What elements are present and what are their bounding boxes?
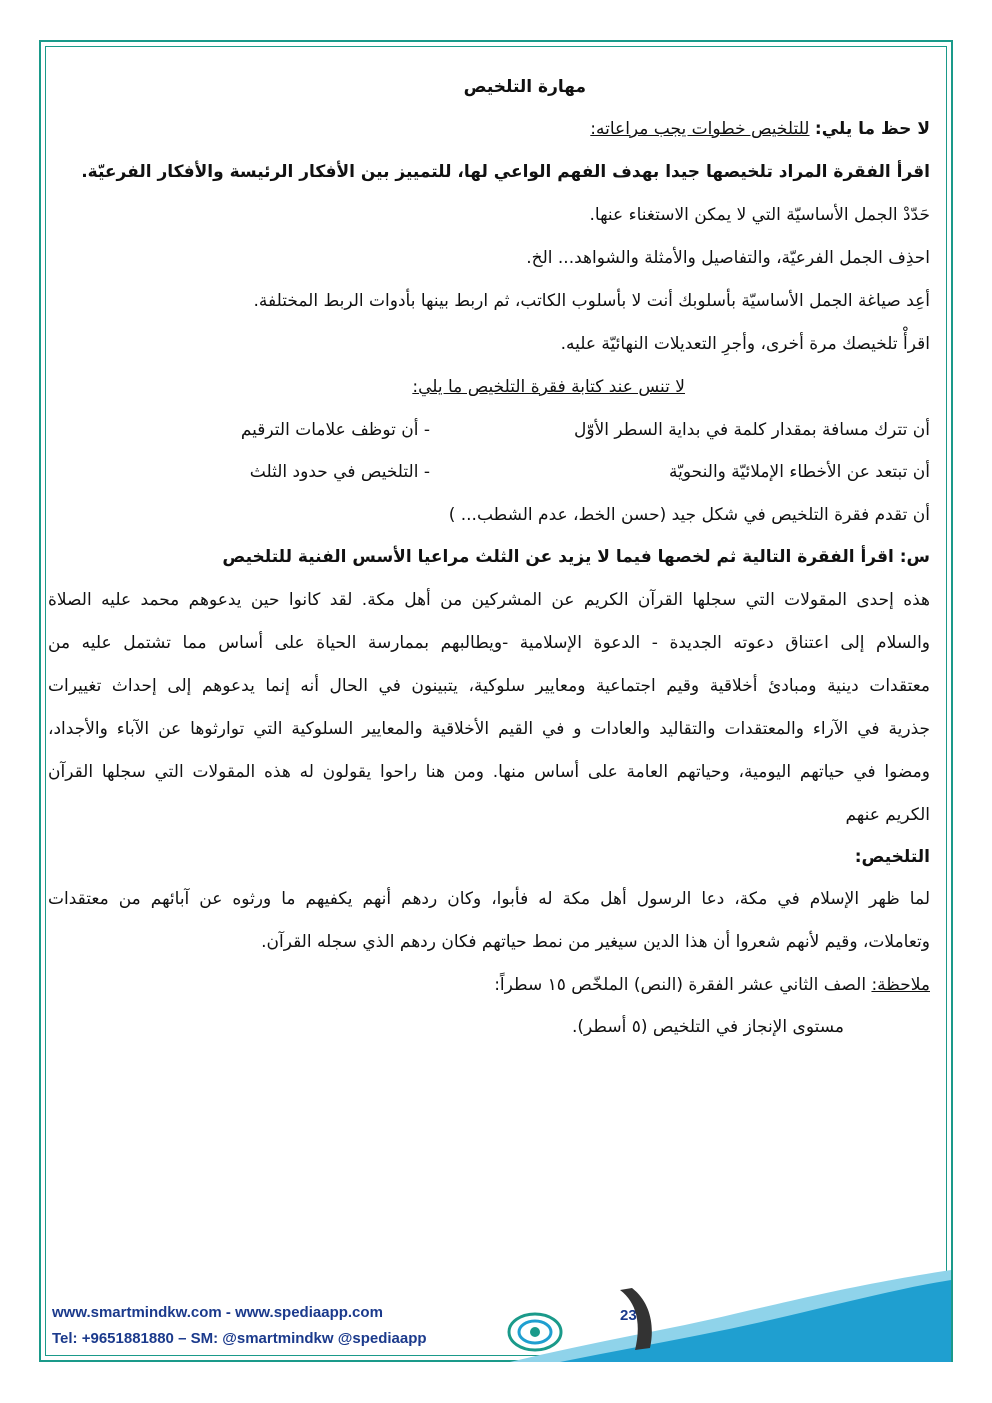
footer-wave-decoration — [500, 1270, 951, 1362]
passage-line-5: ومضوا في حياتهم اليومية، وحياتهم العامة على أساس منها. ومن هنا راحوا يقولون له هذه المقولات التي سجلها القرآن — [48, 762, 930, 782]
passage-line-4: جذرية في الآراء والمعتقدات والتقاليد والعادات و في القيم الأخلاقية والمعايير السلوكية التي توارثوها عن الآباء والأجداد، — [48, 719, 930, 739]
note-text: للتلخيص خطوات يجب مراعاته: — [590, 119, 810, 139]
page-title: مهارة التلخيص — [463, 77, 586, 97]
dont-item-b1: أن تبتعد عن الأخطاء الإملائيّة والنحويّة — [669, 462, 930, 482]
step-3: احذِف الجمل الفرعيّة، والتفاصيل والأمثلة والشواهد... الخ. — [526, 248, 930, 268]
remark-text: الصف الثاني عشر الفقرة (النص) الملخّص ١٥ سطراً: — [494, 975, 872, 995]
page-number: 23 — [620, 1307, 637, 1324]
question: س: اقرأ الفقرة التالية ثم لخصها فيما لا يزيد عن الثلث مراعيا الأسس الفنية للتلخيص — [222, 547, 930, 567]
passage-line-3: معتقدات دينية ومبادئ أخلاقية وقيم اجتماعية ومعايير سلوكية، يتبينون في الحال أنه إنما يدعوهم إلى إحداث تغييرات — [48, 676, 930, 696]
step-4: أعِد صياغة الجمل الأساسيّة بأسلوبك أنت لا بأسلوب الكاتب، ثم اربط بينها بأدوات الربط المختلفة. — [253, 291, 930, 311]
remark-label: ملاحظة: — [871, 975, 930, 995]
passage-line-1: هذه إحدى المقولات التي سجلها القرآن الكريم عن المشركين من أهل مكة. لقد كانوا حين يدعوهم محمد عليه الصلاة — [48, 590, 930, 610]
page-border-inner — [45, 46, 947, 1356]
passage-line-6: الكريم عنهم — [845, 805, 930, 825]
remark-level: مستوى الإنجاز في التلخيص (٥ أسطر). — [571, 1017, 844, 1037]
dont-item-a2: - أن توظف علامات الترقيم — [240, 420, 430, 440]
step-1: اقرأ الفقرة المراد تلخيصها جيدا بهدف الفهم الواعي لها، للتمييز بين الأفكار الرئيسة والأفكار الفرعيّة. — [81, 162, 930, 182]
dont-item-b2: - التلخيص في حدود الثلث — [249, 462, 430, 482]
step-5: اقرأْ تلخيصك مرة أخرى، وأجرِ التعديلات النهائيّة عليه. — [560, 334, 930, 354]
dont-item-c1: أن تقدم فقرة التلخيص في شكل جيد (حسن الخط، عدم الشطب... ) — [448, 505, 930, 525]
remark-line — [494, 974, 930, 996]
note-label: لا حظ ما يلي: — [814, 119, 930, 139]
footer-contact: Tel: +9651881880 – SM: @smartmindkw @spediaapp — [52, 1330, 427, 1347]
note-line — [590, 118, 930, 140]
summary-line-2: وتعاملات، وقيم لأنهم شعروا أن هذا الدين سيغير من نمط حياتهم فكان ردهم الذي سجله القرآن. — [261, 932, 930, 952]
step-2: حَدّدْ الجمل الأساسيّة التي لا يمكن الاستغناء عنها. — [589, 205, 930, 225]
summary-label: التلخيص: — [854, 847, 930, 867]
dont-title: لا تنس عند كتابة فقرة التلخيص ما يلي: — [412, 377, 685, 397]
footer-websites: www.smartmindkw.com - www.spediaapp.com — [52, 1304, 383, 1321]
passage-line-2: والسلام إلى اعتناق دعوته الجديدة - الدعوة الإسلامية -ويطالبهم بممارسة الحياة على أساس مما تشتمل عليه من — [48, 633, 930, 653]
dont-item-a1: أن تترك مسافة بمقدار كلمة في بداية السطر الأوّل — [574, 420, 930, 440]
logo-icon — [506, 1310, 564, 1354]
summary-line-1: لما ظهر الإسلام في مكة، دعا الرسول أهل مكة له فأبوا، وكان ردهم أنهم يكفيهم ما ورثوه عن آبائهم من معتقدات — [48, 889, 930, 909]
